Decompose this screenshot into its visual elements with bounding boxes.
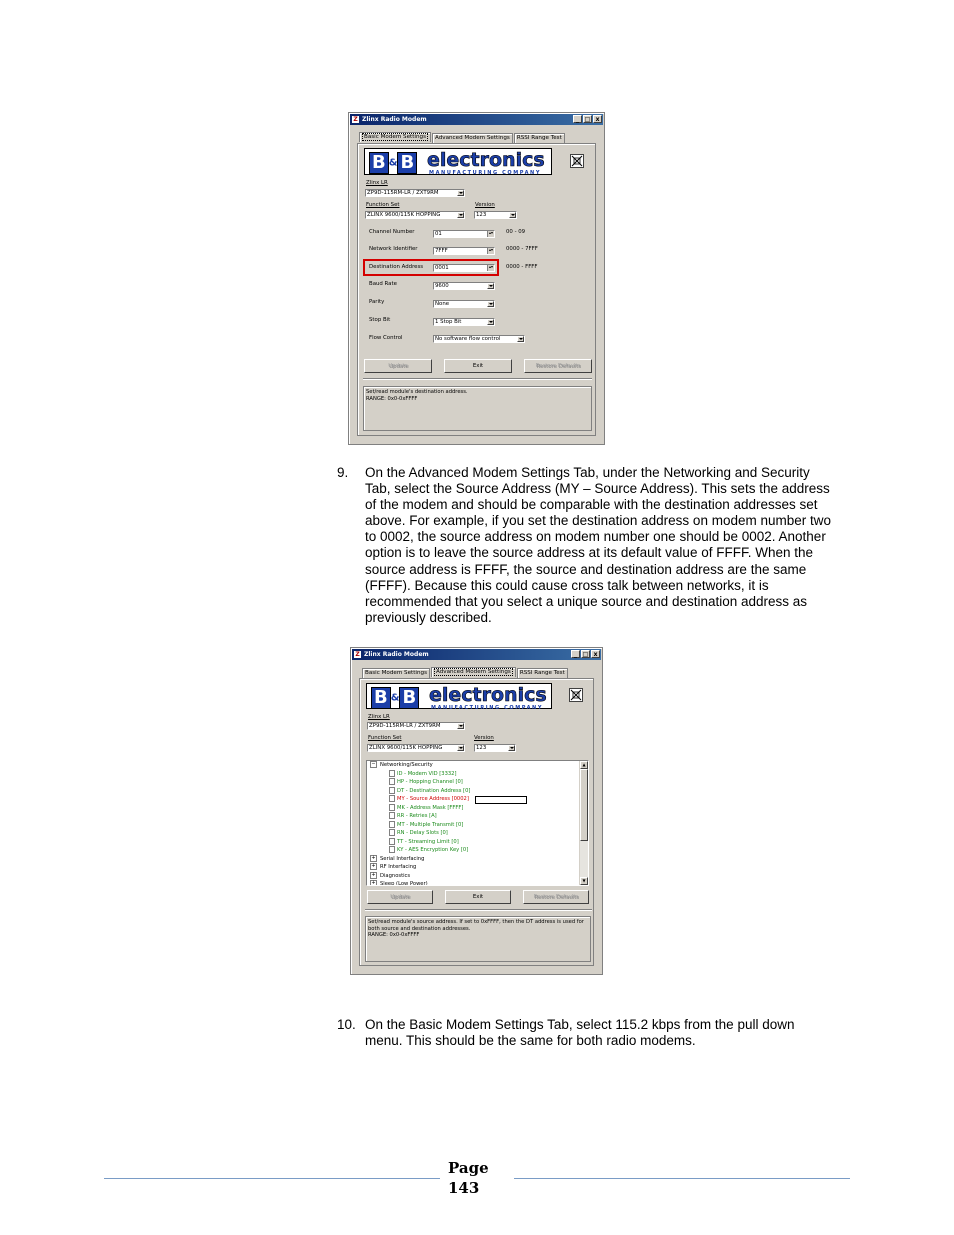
divider xyxy=(365,909,592,911)
scroll-down-icon[interactable]: ▼ xyxy=(580,877,588,885)
chevron-down-icon[interactable] xyxy=(487,319,494,325)
update-button[interactable]: Update xyxy=(364,359,432,373)
tree-leaf[interactable]: RR - Retries [A] xyxy=(389,812,437,820)
tree-leaf[interactable]: ID - Modem VID [3332] xyxy=(389,770,457,778)
chevron-down-icon[interactable] xyxy=(509,212,516,218)
tree-leaf[interactable]: KY - AES Encryption Key [0] xyxy=(389,846,468,854)
function-set-label: Function Set xyxy=(366,202,400,208)
tree-leaf[interactable]: RN - Delay Slots [0] xyxy=(389,829,448,837)
close-app-icon[interactable] xyxy=(570,154,584,168)
tab-advanced-modem-settings[interactable]: Advanced Modem Settings xyxy=(431,667,516,677)
tree-leaf[interactable]: MT - Multiple Transmit [0] xyxy=(389,821,463,829)
divider xyxy=(363,378,592,380)
leaf-icon xyxy=(389,821,395,828)
parity-select[interactable]: None xyxy=(433,300,495,308)
leaf-icon xyxy=(389,812,395,819)
tree-leaf[interactable]: MK - Address Mask [FFFF] xyxy=(389,804,463,812)
chevron-down-icon[interactable] xyxy=(517,336,524,342)
leaf-icon xyxy=(389,778,395,785)
restore-defaults-button[interactable]: Restore Defaults xyxy=(523,890,589,904)
step-text: On the Advanced Modem Settings Tab, under the Networking and Security Tab, select the Source Address (MY – Source Address). This sets the address of the modem and should be comparable with the destination addresses set above. For example, if you set the destination address on modem number two to 0002, the source address on modem number one should be 0002. Another option is to leave the source address at its default value of FFFF. When the source address is FFFF, the source and destination address are the same (FFFF). Because this could cause cross talk between networks, it is recommended that you select a unique source and destination address as previously described. xyxy=(365,465,832,625)
zlinx-window-advanced xyxy=(350,647,603,975)
version-select[interactable]: 123 xyxy=(474,211,517,219)
leaf-icon xyxy=(389,838,395,845)
spinner-arrows-icon[interactable]: ▴▾ xyxy=(488,247,493,252)
window-title: Zlinx Radio Modem xyxy=(362,116,427,123)
leaf-icon xyxy=(389,770,395,777)
description-line: RANGE: 0x0-0xFFFF xyxy=(368,932,420,938)
page-label: Page xyxy=(448,1159,489,1177)
function-set-select[interactable]: ZLINX 9600/115K HOPPING xyxy=(365,211,465,219)
spinner-arrows-icon[interactable]: ▴▾ xyxy=(488,230,493,235)
tab-basic-modem-settings[interactable]: Basic Modem Settings xyxy=(359,132,431,142)
leaf-icon xyxy=(389,829,395,836)
baud-rate-label: Baud Rate xyxy=(369,281,397,287)
leaf-icon xyxy=(389,804,395,811)
version-select[interactable]: 123 xyxy=(474,744,516,752)
collapse-icon[interactable]: − xyxy=(371,761,376,767)
chevron-down-icon[interactable] xyxy=(457,212,464,218)
stop-bit-label: Stop Bit xyxy=(369,317,391,323)
minimize-button[interactable]: _ xyxy=(571,650,580,658)
page-number: 143 xyxy=(448,1179,480,1197)
tree-leaf[interactable]: HP - Hopping Channel [0] xyxy=(389,778,463,786)
tree-node-sleep-low-power[interactable]: + Sleep (Low Power) xyxy=(371,880,428,886)
chevron-down-icon[interactable] xyxy=(508,745,515,751)
tab-basic-modem-settings[interactable]: Basic Modem Settings xyxy=(362,668,430,678)
window-titlebar[interactable] xyxy=(350,114,603,125)
destination-address-spinner[interactable]: 0001 ▴▾ xyxy=(435,264,493,271)
tree-node-diagnostics[interactable]: + Diagnostics xyxy=(371,871,411,879)
leaf-icon xyxy=(389,795,395,802)
bb-electronics-logo: B & B electronics MANUFACTURING COMPANY xyxy=(366,683,552,709)
tree-leaf[interactable]: TT - Streaming Limit [0] xyxy=(389,838,459,846)
app-icon: Z xyxy=(355,651,360,658)
settings-tree[interactable] xyxy=(366,760,589,886)
description-box xyxy=(365,916,591,962)
network-identifier-label: Network Identifier xyxy=(369,246,418,252)
tree-node-serial-interfacing[interactable]: + Serial Interfacing xyxy=(371,854,425,862)
chevron-down-icon[interactable] xyxy=(487,301,494,307)
expand-icon[interactable]: + xyxy=(371,871,376,878)
close-app-icon[interactable] xyxy=(569,688,583,702)
window-title: Zlinx Radio Modem xyxy=(364,651,429,658)
expand-icon[interactable]: + xyxy=(371,863,376,869)
close-button[interactable]: x xyxy=(591,650,600,658)
flow-control-select[interactable]: No software flow control xyxy=(433,335,525,343)
maximize-button[interactable]: □ xyxy=(584,116,591,123)
step-number: 10. xyxy=(337,1017,356,1032)
tree-scrollbar[interactable] xyxy=(579,761,588,885)
model-label: Zlinx LR xyxy=(366,180,388,186)
exit-button[interactable]: Exit xyxy=(445,890,511,904)
footer-rule-right xyxy=(514,1178,850,1179)
expand-icon[interactable]: + xyxy=(371,854,376,861)
scroll-thumb[interactable] xyxy=(580,769,588,841)
network-identifier-range: 0000 - 7FFF xyxy=(506,246,538,252)
version-label: Version xyxy=(475,202,495,208)
maximize-button[interactable]: □ xyxy=(582,651,589,658)
tree-leaf[interactable]: DT - Destination Address [0] xyxy=(389,787,470,795)
update-button[interactable]: Update xyxy=(367,890,433,904)
tab-rssi-range-test[interactable]: RSSI Range Test xyxy=(517,668,568,678)
function-set-select[interactable]: ZLINX 9600/115K HOPPING xyxy=(367,744,465,752)
version-label: Version xyxy=(474,735,494,741)
spinner-arrows-icon[interactable]: ▴▾ xyxy=(488,264,493,269)
baud-rate-select[interactable]: 9600 xyxy=(433,282,495,290)
tab-rssi-range-test[interactable]: RSSI Range Test xyxy=(514,133,565,143)
exit-button[interactable]: Exit xyxy=(444,359,512,373)
expand-icon[interactable]: + xyxy=(371,880,376,886)
model-select[interactable]: ZP9D-115RM-LR / ZXT9RM xyxy=(365,189,465,197)
chevron-down-icon[interactable] xyxy=(457,190,464,196)
model-label: Zlinx LR xyxy=(368,714,390,720)
model-select[interactable]: ZP9D-115RM-LR / ZXT9RM xyxy=(367,722,465,730)
minimize-button[interactable]: _ xyxy=(573,115,582,123)
leaf-icon xyxy=(389,787,395,794)
chevron-down-icon[interactable] xyxy=(487,283,494,289)
description-line: Set/read module's destination address. xyxy=(366,389,468,395)
channel-number-spinner[interactable]: 01 ▴▾ xyxy=(435,230,493,237)
tree-leaf-source-address[interactable]: MY - Source Address [0002] xyxy=(389,795,469,803)
chevron-down-icon[interactable] xyxy=(457,723,464,729)
footer-rule-left xyxy=(104,1178,440,1179)
network-identifier-spinner[interactable]: 7FFF ▴▾ xyxy=(435,247,493,254)
function-set-label: Function Set xyxy=(368,735,402,741)
parity-label: Parity xyxy=(369,299,385,305)
description-box xyxy=(363,386,592,431)
tree-node-rf-interfacing[interactable]: + RF Interfacing xyxy=(371,863,417,870)
close-button[interactable]: x xyxy=(593,115,602,123)
description-line: both source and destination addresses. xyxy=(368,925,471,932)
description-line: Set/read module's source address. If set to 0xFFFF, then the DT address is used for xyxy=(368,919,584,925)
zlinx-window-basic xyxy=(348,112,605,445)
chevron-down-icon[interactable] xyxy=(457,745,464,751)
tab-advanced-modem-settings[interactable]: Advanced Modem Settings xyxy=(432,133,513,143)
channel-number-range: 00 - 09 xyxy=(506,229,526,235)
stop-bit-select[interactable]: 1 Stop Bit xyxy=(433,318,495,326)
scroll-up-icon[interactable]: ▲ xyxy=(580,761,588,769)
description-line: RANGE: 0x0-0xFFFF xyxy=(366,395,418,402)
window-titlebar[interactable] xyxy=(352,649,601,660)
tree-node-networking-security[interactable]: − Networking/Security xyxy=(371,761,433,768)
leaf-icon xyxy=(389,846,395,853)
step-number: 9. xyxy=(337,465,349,480)
flow-control-label: Flow Control xyxy=(369,335,403,341)
restore-defaults-button[interactable]: Restore Defaults xyxy=(524,359,592,373)
channel-number-label: Channel Number xyxy=(369,229,415,235)
app-icon: Z xyxy=(353,116,358,123)
destination-address-range: 0000 - FFFF xyxy=(506,264,538,270)
step-text: On the Basic Modem Settings Tab, select 115.2 kbps from the pull down menu. This should be the same for both radio modems. xyxy=(365,1017,795,1049)
destination-address-label: Destination Address xyxy=(369,264,424,270)
source-address-input[interactable] xyxy=(475,796,527,804)
bb-electronics-logo: B & B electronics MANUFACTURING COMPANY xyxy=(364,148,552,175)
